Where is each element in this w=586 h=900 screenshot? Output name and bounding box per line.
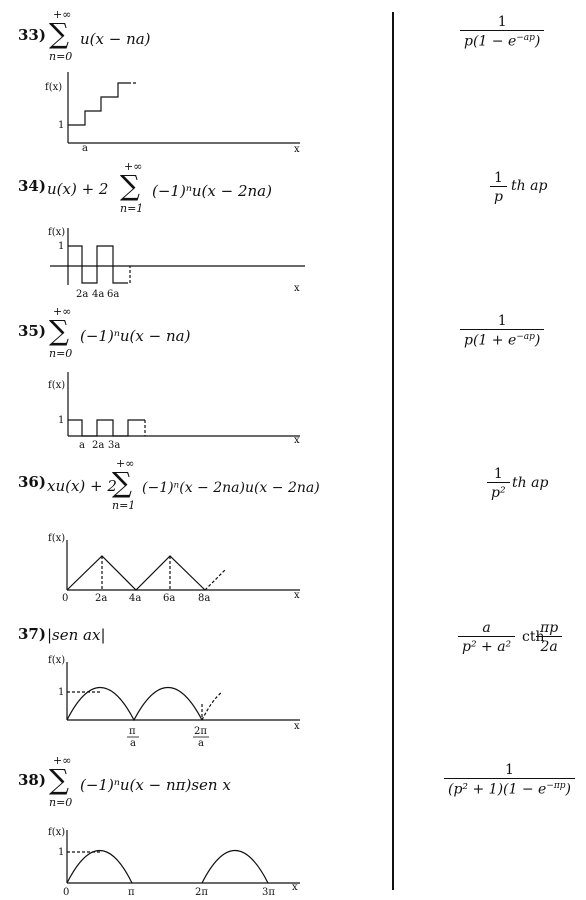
result-numerator: 1 — [494, 170, 503, 186]
y-tick-label: 1 — [58, 847, 65, 858]
y-axis-label: f(x) — [45, 82, 63, 93]
result-numerator: a — [482, 620, 491, 636]
x-tick-label: 3a — [108, 440, 121, 451]
result-denominator: p — [490, 186, 507, 205]
result-denominator: $(p^2 + 1)(1 - e^{-\pi p})$ — [444, 778, 575, 798]
y-axis-label: f(x) — [48, 655, 66, 666]
sum-lower: n=1 — [120, 202, 144, 215]
entry-number: 34) — [18, 177, 46, 195]
sum-upper: +∞ — [124, 160, 143, 173]
y-axis-label: f(x) — [48, 827, 66, 838]
result-numerator: 1 — [497, 14, 507, 30]
y-axis-label: f(x) — [48, 380, 66, 391]
x-tick-top: π — [129, 726, 136, 737]
x-tick-label: 4a — [92, 289, 105, 300]
x-tick-label: 8a — [198, 593, 211, 604]
x-tick-label: 2a — [92, 440, 105, 451]
formula-expression: u(x − na) — [80, 30, 151, 48]
formula-expression: |sen ax| — [47, 626, 106, 644]
x-tick-label: 2π — [195, 887, 208, 898]
result-numerator: 1 — [505, 762, 514, 778]
entry-number: 38) — [18, 771, 46, 789]
sum-upper: +∞ — [53, 8, 72, 21]
sigma-symbol: ∑ — [49, 17, 69, 50]
x-tick-bottom: a — [130, 738, 136, 749]
sum-upper: +∞ — [116, 457, 135, 470]
entry-number: 37) — [18, 625, 46, 643]
x-axis-label: x — [294, 144, 300, 155]
x-tick-label: 6a — [107, 289, 120, 300]
result-tail: th ap — [512, 475, 549, 491]
x-axis-label: x — [292, 882, 298, 893]
sigma-symbol: ∑ — [112, 466, 132, 499]
formula-expression: (−1)ⁿu(x − na) — [80, 327, 191, 345]
y-tick-label: 1 — [58, 120, 65, 131]
y-axis-label: f(x) — [48, 227, 66, 238]
x-tick-label: 2a — [95, 593, 108, 604]
sum-lower: n=1 — [112, 499, 136, 512]
sigma-symbol: ∑ — [49, 314, 69, 347]
x-tick-label: 2a — [76, 289, 89, 300]
result-numerator-2: πp — [540, 620, 559, 636]
result-denominator: $p(1 - e^{-ap})$ — [460, 30, 544, 50]
y-tick-label: 1 — [58, 415, 65, 426]
x-tick-label: π — [128, 887, 135, 898]
entry-number: 33) — [18, 26, 46, 44]
formula-expression: (−1)ⁿ(x − 2na)u(x − 2na) — [142, 480, 320, 496]
result-denominator-2: 2a — [536, 636, 562, 655]
x-tick-label: a — [82, 143, 88, 154]
y-tick-label: 1 — [58, 687, 65, 698]
x-tick-top: 2π — [194, 726, 207, 737]
x-tick-label: 3π — [262, 887, 275, 898]
y-tick-label: 1 — [58, 241, 65, 252]
x-tick-bottom: a — [198, 738, 204, 749]
x-tick-label: 0 — [62, 593, 69, 604]
x-tick-label: 4a — [129, 593, 142, 604]
result-tail: th ap — [511, 178, 548, 194]
x-axis-label: x — [294, 283, 300, 294]
result-mid: cth — [522, 629, 545, 645]
sum-lower: n=0 — [49, 796, 73, 809]
sum-lower: n=0 — [49, 50, 73, 63]
sum-upper: +∞ — [53, 754, 72, 767]
formula-expression: (−1)ⁿu(x − nπ)sen x — [80, 776, 231, 794]
formula-prefix: u(x) + 2 — [47, 180, 109, 198]
x-axis-label: x — [294, 590, 300, 601]
sigma-symbol: ∑ — [120, 169, 140, 202]
result-denominator: p² + a² — [458, 636, 515, 655]
x-tick-label: 6a — [163, 593, 176, 604]
entry-number: 35) — [18, 322, 46, 340]
result-denominator: $p(1 + e^{-ap})$ — [460, 329, 544, 349]
formula-expression: (−1)ⁿu(x − 2na) — [152, 182, 272, 200]
sum-upper: +∞ — [53, 305, 72, 318]
formula-prefix: xu(x) + 2 — [47, 477, 117, 495]
x-axis-label: x — [294, 435, 300, 446]
y-axis-label: f(x) — [48, 533, 66, 544]
x-tick-label: 0 — [63, 887, 70, 898]
result-numerator: 1 — [497, 313, 507, 329]
sigma-symbol: ∑ — [49, 763, 69, 796]
entry-number: 36) — [18, 473, 46, 491]
result-denominator: p² — [487, 482, 510, 501]
x-axis-label: x — [294, 721, 300, 732]
result-numerator: 1 — [493, 466, 503, 482]
x-tick-label: a — [79, 440, 85, 451]
sum-lower: n=0 — [49, 347, 73, 360]
